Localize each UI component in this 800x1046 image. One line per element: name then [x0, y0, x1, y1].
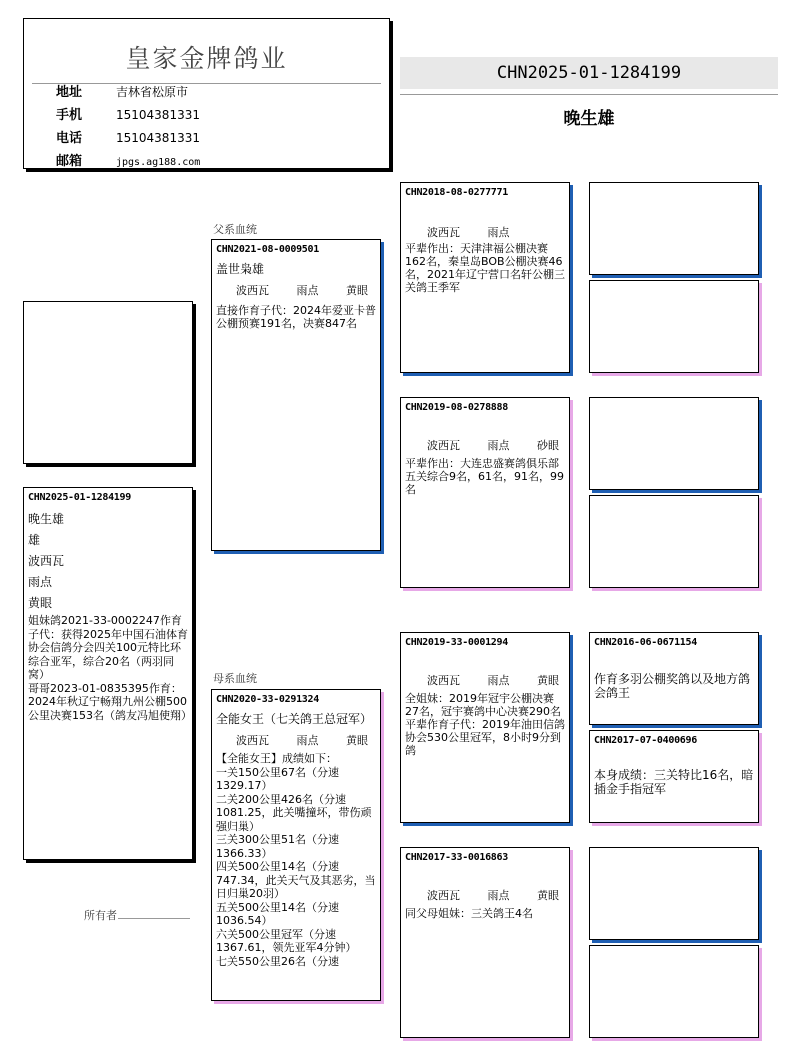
pigeon-ring-heading: CHN2025-01-1284199: [400, 57, 778, 89]
gen3-dsd-notes: 本身成绩：三关特比16名，暗插金手指冠军: [594, 768, 754, 796]
sire-card: [211, 239, 381, 551]
dam-ring: CHN2020-33-0291324: [216, 694, 319, 705]
sire-sire-card: [400, 182, 570, 373]
sire-dam-notes: 平辈作出：大连忠盛赛鸽俱乐部五关综合9名，61名，91名，99名: [405, 457, 564, 496]
dam-sire-traits: 波西瓦 雨点 黄眼: [427, 674, 559, 687]
phone-label: 电话: [56, 131, 83, 146]
sire-dam-card: [400, 397, 570, 588]
sire-sire-ring: CHN2018-08-0277771: [405, 187, 508, 198]
dam-sire-notes: 全姐妹：2019年冠宇公棚决赛27名，冠宇赛鸽中心决赛290名 平辈作育子代：2019年油田信鸽协会530公里冠军，8小时9分到鸽: [405, 692, 565, 757]
subject-name: 晚生雄: [28, 512, 65, 526]
mobile-value: 15104381331: [116, 108, 200, 122]
email-value: jpgs.ag188.com: [116, 157, 201, 168]
phone-value: 15104381331: [116, 131, 200, 145]
phone-row: [56, 127, 200, 146]
subject-eye: 黄眼: [28, 596, 53, 610]
mobile-label: 手机: [56, 108, 83, 123]
address-row: [56, 81, 188, 100]
subject-color: 波西瓦: [28, 554, 65, 568]
sire-traits: 波西瓦 雨点 黄眼: [236, 284, 368, 297]
address-label: 地址: [56, 85, 83, 100]
email-label: 邮箱: [56, 154, 83, 169]
subject-pattern: 雨点: [28, 575, 53, 589]
dam-card: [211, 689, 381, 1001]
dam-dam-traits: 波西瓦 雨点 黄眼: [427, 889, 559, 902]
gen3-dss-notes: 作育多羽公棚奖鸽以及地方鸽会鸽王: [594, 672, 751, 700]
gen3-sds-card: [589, 397, 759, 490]
gen3-dds-card: [589, 847, 759, 940]
owner-label: 所有者: [84, 909, 117, 922]
gen3-dss-ring: CHN2016-06-0671154: [594, 637, 697, 648]
sire-notes: 直接作育子代：2024年爱亚卡普公棚预赛191名，决赛847名: [216, 304, 376, 330]
dam-name: 全能女王（七关鸽王总冠军）: [216, 712, 373, 726]
dam-dam-ring: CHN2017-33-0016863: [405, 852, 508, 863]
subject-sex: 雄: [28, 533, 41, 547]
sire-dam-ring: CHN2019-08-0278888: [405, 402, 508, 413]
sire-sire-traits: 波西瓦 雨点: [427, 226, 510, 239]
dam-sire-card: [400, 632, 570, 823]
mobile-row: [56, 104, 200, 123]
subject-notes: 姐妹鸽2021-33-0002247作育子代：获得2025年中国石油体育协会信鸽分会四关100元特比环综合亚军，综合20名（两羽同窝） 哥哥2023-01-0835395作育：2024年秋辽宁畅翔九州公棚500公里决赛153名（鸽友冯旭使翔）: [28, 614, 192, 722]
dam-sire-ring: CHN2019-33-0001294: [405, 637, 508, 648]
gen3-sss-card: [589, 182, 759, 275]
pigeon-name-heading: 晚生雄: [563, 109, 615, 129]
subject-ring: CHN2025-01-1284199: [28, 492, 131, 503]
dam-traits: 波西瓦 雨点 黄眼: [236, 734, 368, 747]
gen3-sdd-card: [589, 495, 759, 588]
dam-dam-card: [400, 847, 570, 1038]
subject-pigeon-card: [23, 487, 193, 860]
address-value: 吉林省松原市: [116, 85, 189, 99]
dam-line-label: 母系血统: [213, 672, 257, 685]
gen3-ddd-card: [589, 945, 759, 1038]
sire-name: 盖世枭雄: [216, 262, 265, 276]
email-row: [56, 150, 200, 169]
sire-sire-notes: 平辈作出：天津津福公棚决赛162名，秦皇岛BOB公棚决赛46名，2021年辽宁营口名轩公棚三关鸽王季军: [405, 242, 565, 294]
dam-notes: 【全能女王】成绩如下： 一关150公里67名（分速1329.17） 二关200公里426名（分速1081.25，此关嘴撞坏，带伤顽强归巢） 三关300公里51名（分速1366.33） 四关500公里14名（分速747.34，此关天气及其恶劣，当日归巢20羽） 五关500公里14名（分速1036.54） 六关500公里冠军（分速1367.61，领先亚军4分钟） 七关550公里26名（分速: [216, 752, 376, 968]
sire-line-label: 父系血统: [213, 223, 257, 236]
sire-dam-traits: 波西瓦 雨点 砂眼: [427, 439, 559, 452]
breeder-title: 皇家金牌鸽业: [125, 44, 288, 73]
gen3-ssd-card: [589, 280, 759, 373]
sire-ring: CHN2021-08-0009501: [216, 244, 319, 255]
heading-divider: [400, 94, 778, 95]
gen3-dsd-ring: CHN2017-07-0400696: [594, 735, 697, 746]
dam-dam-notes: 同父母姐妹：三关鸽王4名: [405, 907, 533, 920]
breeder-header: [23, 18, 390, 169]
gen3-dss-card: [589, 632, 759, 725]
owner-signature-line: [118, 918, 190, 919]
pigeon-photo: [23, 301, 193, 464]
gen3-dsd-card: [589, 730, 759, 823]
